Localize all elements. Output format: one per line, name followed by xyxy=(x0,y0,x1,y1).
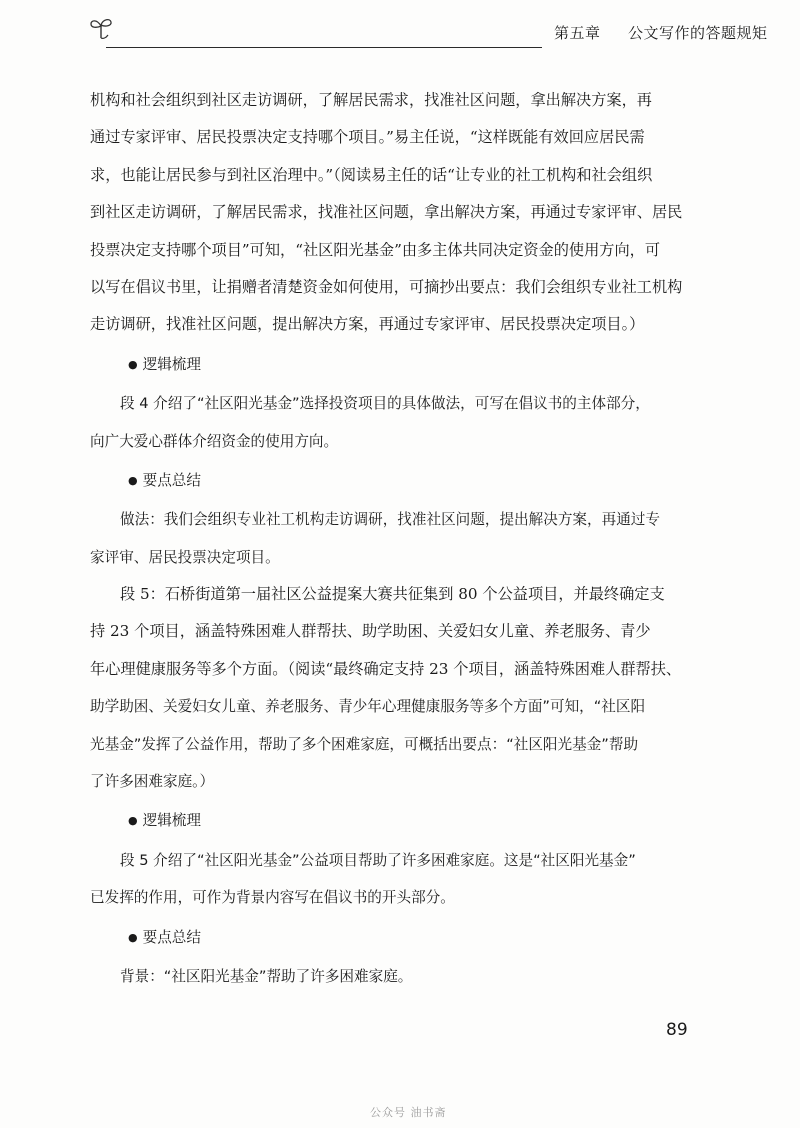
text-line: 走访调研，找准社区问题，提出解决方案，再通过专家评审、居民投票决定项目。） xyxy=(90,315,645,334)
body-text xyxy=(90,82,702,995)
text-line: 了许多困难家庭。） xyxy=(90,773,215,791)
section-heading xyxy=(90,800,702,841)
text-line: 到社区走访调研，了解居民需求，找准社区问题，拿出解决方案，再通过专家评审、居民 xyxy=(90,203,683,222)
bullet-icon: ● xyxy=(128,930,138,944)
text-line: 向广大爱心群体介绍资金的使用方向。 xyxy=(90,432,339,450)
header-rule xyxy=(106,47,542,48)
text-line: 机构和社会组织到社区走访调研，了解居民需求，找准社区问题，拿出解决方案，再 xyxy=(90,91,652,109)
text-line: 投票决定支持哪个项目”可知，“社区阳光基金”由多主体共同决定资金的使用方向，可 xyxy=(90,240,661,259)
text-line: 以写在倡议书里，让捐赠者清楚资金如何使用，可摘抄出要点：我们会组织专业社工机构 xyxy=(90,277,683,296)
page-header xyxy=(88,14,768,48)
text-line: 段 4 介绍了“社区阳光基金”选择投资项目的具体做法，可写在倡议书的主体部分， xyxy=(120,395,650,413)
section-heading-label: 要点总结 xyxy=(142,928,201,946)
section-heading-label: 逻辑梳理 xyxy=(142,355,201,373)
section-heading xyxy=(90,917,702,958)
text-line: 通过专家评审、居民投票决定支持哪个项目。”易主任说，“这样既能有效回应居民需 xyxy=(90,128,645,147)
text-line: 助学助困、关爱妇女儿童、养老服务、青少年心理健康服务等多个方面”可知，“社区阳 xyxy=(90,698,646,716)
section-heading xyxy=(90,344,702,385)
sprout-icon xyxy=(88,16,114,40)
page-number: 89 xyxy=(666,1020,688,1040)
text-line: 光基金”发挥了公益作用，帮助了多个困难家庭，可概括出要点：“社区阳光基金”帮助 xyxy=(90,735,639,753)
bullet-icon: ● xyxy=(128,357,138,371)
text-line: 背景：“社区阳光基金”帮助了许多困难家庭。 xyxy=(120,967,413,985)
section-heading xyxy=(90,460,702,501)
bullet-icon: ● xyxy=(128,473,138,487)
chapter-title: 公文写作的答题规矩 xyxy=(628,24,768,42)
text-line: 年心理健康服务等多个方面。（阅读“最终确定支持 23 个项目，涵盖特殊困难人群帮扶、 xyxy=(90,659,682,678)
text-line: 持 23 个项目，涵盖特殊困难人群帮扶、助学助困、关爱妇女儿童、养老服务、青少 xyxy=(90,622,651,641)
chapter-label: 第五章 xyxy=(554,24,601,42)
text-line: 求，也能让居民参与到社区治理中。”（阅读易主任的话“让专业的社工机构和社会组织 xyxy=(90,165,653,184)
section-heading-label: 逻辑梳理 xyxy=(142,812,201,830)
watermark: 公众号 油书斋 xyxy=(370,1106,447,1119)
text-line: 家评审、居民投票决定项目。 xyxy=(90,548,280,566)
text-line: 段 5 介绍了“社区阳光基金”公益项目帮助了许多困难家庭。这是“社区阳光基金” xyxy=(120,851,636,869)
text-line: 做法：我们会组织专业社工机构走访调研，找准社区问题，提出解决方案，再通过专 xyxy=(120,511,660,529)
text-line: 已发挥的作用，可作为背景内容写在倡议书的开头部分。 xyxy=(90,889,455,907)
text-line: 段 5：石桥街道第一届社区公益提案大赛共征集到 80 个公益项目，并最终确定支 xyxy=(120,585,665,604)
bullet-icon: ● xyxy=(128,814,138,828)
section-heading-label: 要点总结 xyxy=(142,471,201,489)
